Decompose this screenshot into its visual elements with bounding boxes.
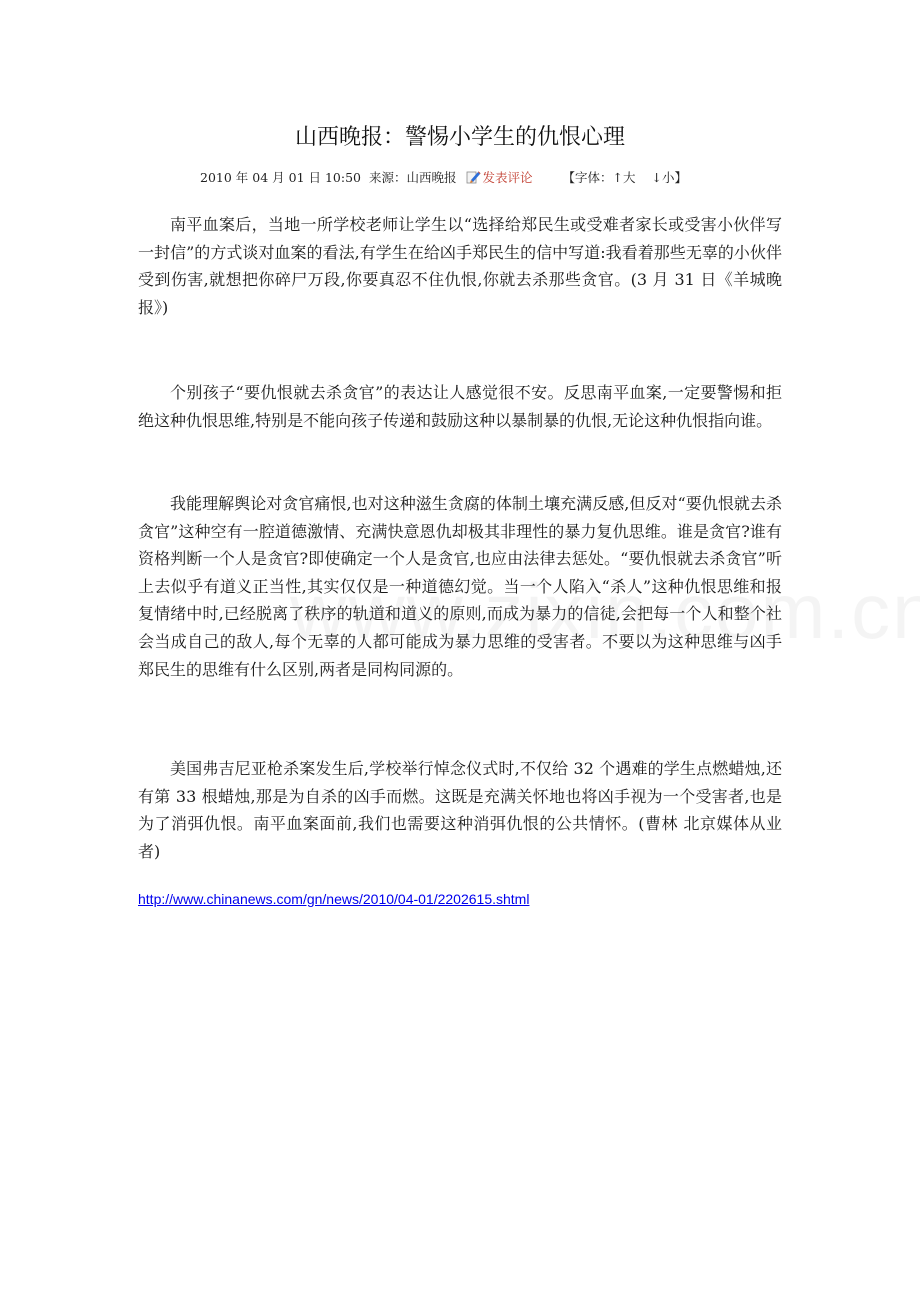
article-paragraph-1: 南平血案后，当地一所学校老师让学生以“选择给郑民生或受难者家长或受害小伙伴写一封信”的方式谈对血案的看法,有学生在给凶手郑民生的信中写道:我看着那些无辜的小伙伴受到伤害,就想把你碎尸万段,你要真忍不住仇恨,你就去杀那些贪官。(3 月 31 日《羊城晚报》) (138, 215, 782, 317)
source-label: 来源：山西晚报 (369, 170, 457, 185)
article-meta (200, 168, 687, 186)
article-paragraph-3: 我能理解舆论对贪官痛恨,也对这种滋生贪腐的体制土壤充满反感,但反对“要仇恨就去杀贪官”这种空有一腔道德激情、充满快意恩仇却极其非理性的暴力复仇思维。谁是贪官?谁有资格判断一个人是贪官?即使确定一个人是贪官,也应由法律去惩处。“要仇恨就去杀贪官”听上去似乎有道义正当性,其实仅仅是一种道德幻觉。当一个人陷入“杀人”这种仇恨思维和报复情绪中时,已经脱离了秩序的轨道和道义的原则,而成为暴力的信徒,会把每一个人和整个社会当成自己的敌人,每个无辜的人都可能成为暴力思维的受害者。不要以为这种思维与凶手郑民生的思维有什么区别,两者是同构同源的。 (138, 494, 782, 679)
post-comment-link[interactable] (465, 168, 533, 186)
post-comment-label: 发表评论 (482, 170, 533, 185)
article-paragraph-4: 美国弗吉尼亚枪杀案发生后,学校举行悼念仪式时,不仅给 32 个遇难的学生点燃蜡烛,还有第 33 根蜡烛,那是为自杀的凶手而燃。这既是充满关怀地也将凶手视为一个受害者,也是为了消弭仇恨。南平血案面前,我们也需要这种消弭仇恨的公共情怀。(曹林 北京媒体从业者) (138, 759, 782, 861)
font-size-label: 【字体： (562, 170, 613, 185)
font-small-button[interactable]: ↓小】 (651, 170, 688, 185)
font-large-button[interactable]: ↑大 (612, 170, 636, 185)
article-paragraph-2: 个别孩子“要仇恨就去杀贪官”的表达让人感觉很不安。反思南平血案,一定要警惕和拒绝这种仇恨思维,特别是不能向孩子传递和鼓励这种以暴制暴的仇恨,无论这种仇恨指向谁。 (138, 383, 782, 430)
pen-icon (465, 169, 481, 185)
publish-datetime: 2010 年 04 月 01 日 10:50 (200, 170, 361, 185)
page-title: 山西晚报：警惕小学生的仇恨心理 (294, 125, 625, 150)
source-url-link[interactable]: http://www.chinanews.com/gn/news/2010/04-01/2202615.shtml (138, 891, 530, 907)
